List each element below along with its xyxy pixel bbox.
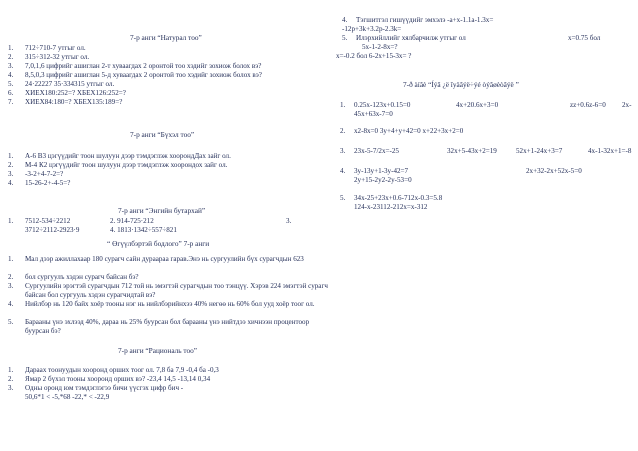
equation: 4x+20.6x+3=0 bbox=[456, 101, 499, 109]
list-item: x=-0.2 бол 6-2x+15-3x= ? bbox=[336, 52, 412, 60]
equation: 2y+15-2y2-2y-53=0 bbox=[354, 176, 412, 184]
item-number: 2. bbox=[8, 161, 14, 169]
list-item: 7,0,1,6 цифрийг ашиглан 2-т хуваагдах 2 оронтой тоо хэдийг зохиож болох вэ? bbox=[25, 62, 262, 70]
list-item: Ямар 2 бүхэл тооны хооронд орших вэ? -23,4 14,5 -13,14 0,34 bbox=[25, 375, 211, 383]
equation: x2-8x=0 3y+4+y+42=0 x+22+3x+2=0 bbox=[354, 127, 464, 135]
item-number: 4. bbox=[342, 16, 348, 24]
item-number: 3. bbox=[8, 62, 14, 70]
list-item: А-6 В3 цэгүүдийг тоон шулуун дээр тэмдэглэж хоорондДах зайг ол. bbox=[25, 152, 231, 160]
item-number: 2. bbox=[8, 273, 14, 281]
list-item: 15-26-2+-4-5=? bbox=[25, 179, 71, 187]
item-number: 5. bbox=[342, 34, 348, 42]
list-item: 7512-534÷2212 bbox=[25, 217, 71, 225]
item-number: 5. bbox=[340, 194, 346, 202]
item-number: 1. bbox=[8, 152, 14, 160]
list-item: 50,6*1 < -5,*68 -22,* < -22,9 bbox=[25, 393, 110, 401]
heading-natural-numbers: 7-р анги “Натурал тоо” bbox=[130, 33, 202, 42]
list-item: -12p+3k+3.2p-2.3k= bbox=[342, 25, 402, 33]
equation: 2x+32-2x+52x-5=0 bbox=[526, 167, 582, 175]
item-number: 2. bbox=[340, 127, 346, 135]
item-number: 1. bbox=[8, 44, 14, 52]
heading-word-problems: “ Өгүүлбэртэй бодлого” 7-р анги bbox=[107, 239, 210, 248]
heading-integers: 7-р анги “Бүхэл тоо” bbox=[130, 130, 195, 139]
item-number: 4. bbox=[340, 167, 346, 175]
item-number: 2. bbox=[8, 53, 14, 61]
list-item: 712÷710-7 утгыг ол. bbox=[25, 44, 86, 52]
list-item: 3712÷2112-2923·9 bbox=[25, 226, 80, 234]
list-item: Одны оронд юм тэмдэглэгээ бичи үүсгэх цифр бич - bbox=[25, 384, 184, 392]
equation: 52x+1-24x+3=7 bbox=[516, 147, 563, 155]
item-number: 1. bbox=[8, 217, 14, 225]
list-item: Сургуулийн эрэгтэй сурагчдын 712 той нь эмэгтэй сурагчдын тоо тэнцүү. Хэрэв 224 эмэгтэй сурагч байсан бол сургууль хэдэн сурагчидтай вэ? bbox=[25, 282, 328, 299]
item-number: 3. bbox=[286, 217, 292, 225]
item-number: 4. bbox=[8, 179, 14, 187]
list-item: 2. 914-725·212 bbox=[110, 217, 154, 225]
item-number: 1. bbox=[340, 101, 346, 109]
item-number: 3. bbox=[8, 384, 14, 392]
equation: 23x-5-7/2x=-25 bbox=[354, 147, 399, 155]
equation: 3y-13y+1-3y-42=7 bbox=[354, 167, 409, 175]
equation: 4x-1-32x+1=-8 bbox=[588, 147, 632, 155]
item-number: 4. bbox=[8, 71, 14, 79]
heading-fractions: 7-р анги “Энгийн бутархай” bbox=[118, 206, 206, 215]
heading-rational-numbers: 7-р анги “Рациональ тоо” bbox=[118, 346, 198, 355]
list-item: Тэгшитгэл гишүүдийг эмхэлэ -a+x-1.1a-1.3x= bbox=[356, 16, 494, 24]
item-number: 7. bbox=[8, 98, 14, 106]
list-item: Мал дээр ажиллахаар 180 сурагч сайн дураараа гарав.Энэ нь сургуулийн бүх сурагчдын 623 bbox=[25, 255, 304, 263]
item-number: 3. bbox=[340, 147, 346, 155]
item-number: 1. bbox=[8, 366, 14, 374]
list-item: бол сургуулъ хэдэн сурагч байсан бэ? bbox=[25, 273, 139, 281]
item-number: 3. bbox=[8, 170, 14, 178]
list-item: 315÷312-32 утгыг ол. bbox=[25, 53, 90, 61]
list-item: x=0.75 бол bbox=[568, 34, 601, 42]
equation: zz+0.6z-6=0 bbox=[570, 101, 606, 109]
list-item: 5x-1-2-8x=? bbox=[362, 43, 398, 51]
item-number: 6. bbox=[8, 89, 14, 97]
equation: 2x- bbox=[622, 101, 632, 109]
list-item: ХИЕХ84:180=? ХБЕХ135:189=? bbox=[25, 98, 123, 106]
list-item: 24·22227 35·334315 утгыг ол. bbox=[25, 80, 115, 88]
item-number: 4. bbox=[8, 300, 14, 308]
list-item: Илэрхийллийг хялбарчилж утгыг ол bbox=[356, 34, 466, 42]
item-number: 1. bbox=[8, 255, 14, 263]
list-item: ХИЕХ180:252=? ХБЕХ126:252=? bbox=[25, 89, 126, 97]
equation: 124-x-23112-212x=x-312 bbox=[354, 203, 428, 211]
list-item: 4. 1813·1342÷557÷821 bbox=[110, 226, 177, 234]
equation: 34x-25+23x+0.6-712x-0.3=5.8 bbox=[354, 194, 443, 202]
list-item: М-4 К2 цэгүүдийг тоон шулуун дээр тэмдэглэж хоорондох зайг ол. bbox=[25, 161, 228, 169]
equation: 32x+5-43x+2=19 bbox=[447, 147, 497, 155]
list-item: Дараах тоонуудын хооронд орших тоог ол. 7,8 ба 7,9 -0,4 ба -0,3 bbox=[25, 366, 219, 374]
item-number: 5. bbox=[8, 318, 14, 326]
item-number: 3. bbox=[8, 282, 14, 290]
list-item: 8,5,0,3 цифрийг ашиглан 5-д хуваагдах 2 оронтой тоо хэдийг зохиож болох вэ? bbox=[25, 71, 262, 79]
list-item: Нийлбэр нь 120 байх хоёр тооны нэг нь нийлбэрийнхээ 40% негөө нь 60% бол ууд хоёр тоог ол. bbox=[25, 300, 315, 308]
equation: 0.25x-123x+0.15=0 bbox=[354, 101, 411, 109]
equation: 45x+63x-7=0 bbox=[354, 110, 393, 118]
list-item: -3-2+4-7-2=? bbox=[25, 170, 64, 178]
item-number: 2. bbox=[8, 375, 14, 383]
item-number: 5. bbox=[8, 80, 14, 88]
heading-equations: 7-ð àíãè “Íýã ¿ë îyäãýë÷ýé òýãøèòãýë ” bbox=[403, 80, 519, 89]
list-item: Барааны үнэ эхлээд 40%, дараа нь 25% буурсан бол барааны үнэ нийтдээ хичнээн процентоор буурсан бэ? bbox=[25, 318, 310, 335]
